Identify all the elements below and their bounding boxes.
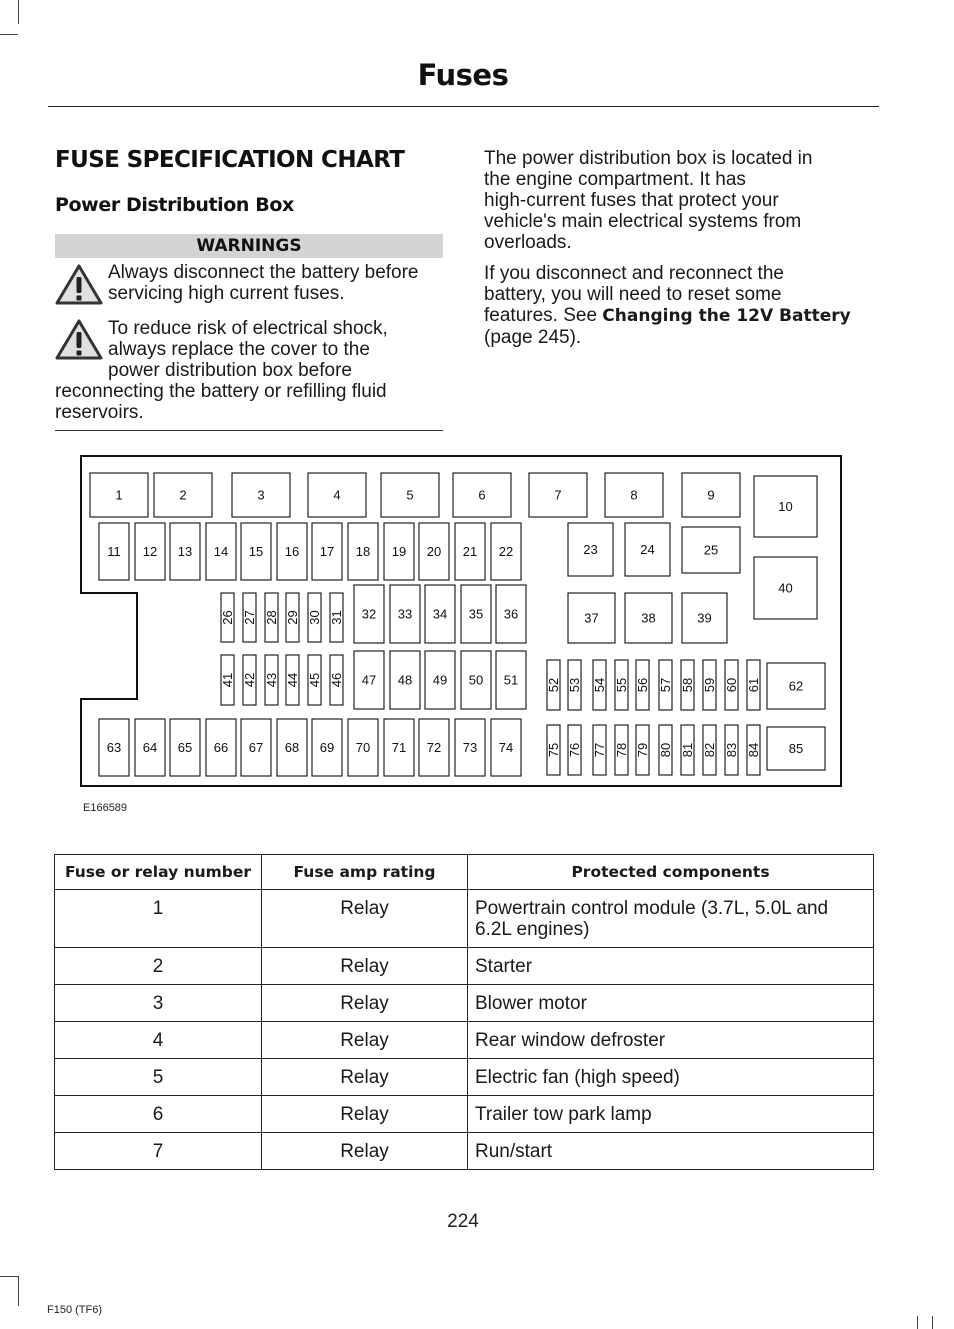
- fuse-label: 71: [391, 740, 407, 755]
- fuse-label: 50: [468, 672, 484, 688]
- fuse-slot-31: [329, 593, 344, 642]
- fuse-slot-46: [329, 655, 344, 705]
- fuse-slot-51: [496, 651, 526, 709]
- fuse-slot-72: [419, 719, 449, 776]
- fuse-label: 2: [179, 487, 187, 503]
- column-header: Fuse amp rating: [262, 855, 468, 890]
- fuse-label: 49: [432, 672, 448, 688]
- warning-triangle-icon: [54, 263, 104, 307]
- fuse-label: 67: [248, 740, 264, 755]
- amp-rating: Relay: [262, 985, 468, 1022]
- fuse-slot-40: [754, 557, 817, 619]
- fuse-slot-79: [635, 725, 650, 775]
- fuse-slot-16: [277, 523, 307, 580]
- fuse-label: 34: [432, 606, 448, 622]
- fuse-slot-12: [135, 523, 165, 580]
- amp-rating: Relay: [262, 1022, 468, 1059]
- fuse-slot-48: [390, 651, 420, 709]
- fuse-slot-60: [724, 660, 739, 710]
- amp-rating: Relay: [262, 890, 468, 948]
- fuse-slot-76: [567, 725, 582, 775]
- protected-component: Run/start: [468, 1133, 874, 1170]
- fuse-number: 5: [55, 1059, 262, 1096]
- fuse-label: 63: [106, 740, 122, 755]
- column-header: Fuse or relay number: [55, 855, 262, 890]
- fuse-label: 77: [592, 742, 607, 758]
- fuse-label: 36: [503, 606, 519, 622]
- fuse-slot-64: [135, 719, 165, 776]
- fuse-slot-21: [455, 523, 485, 580]
- fuse-label: 18: [355, 544, 371, 559]
- warning-item-continued: reconnecting the battery or refilling fluid reservoirs.: [55, 381, 387, 423]
- table-row: [55, 985, 874, 1022]
- fuse-slot-77: [592, 725, 607, 775]
- fuse-slot-34: [425, 585, 455, 643]
- warning-triangle-icon: [54, 318, 104, 362]
- fuse-label: 75: [546, 742, 561, 758]
- fuse-label: 31: [329, 610, 344, 625]
- fuse-slot-75: [546, 725, 561, 775]
- fuse-slot-74: [491, 719, 521, 776]
- fuse-slot-85: [767, 727, 825, 770]
- footer-model-code: F150 (TF6): [47, 1304, 103, 1316]
- protected-component: Blower motor: [468, 985, 874, 1022]
- fuse-slot-1: [90, 473, 148, 517]
- fuse-label: 30: [307, 610, 322, 625]
- battery-paragraph: If you disconnect and reconnect the battery, you will need to reset some features. See Changing the 12V Battery (page 245).: [484, 263, 851, 348]
- fuse-slot-42: [242, 655, 257, 705]
- fuse-label: 54: [592, 677, 607, 693]
- column-header: Protected components: [468, 855, 874, 890]
- fuse-label: 66: [213, 740, 229, 755]
- fuse-slot-19: [384, 523, 414, 580]
- fuse-label: 51: [503, 672, 519, 688]
- fuse-slot-80: [658, 725, 673, 775]
- fuse-label: 69: [319, 740, 335, 755]
- fuse-label: 47: [361, 672, 377, 688]
- fuse-label: 35: [468, 606, 484, 622]
- fuse-label: 39: [697, 610, 712, 626]
- fuse-number: 3: [55, 985, 262, 1022]
- fuse-label: 5: [406, 487, 414, 503]
- fuse-slot-53: [567, 660, 582, 710]
- fuse-label: 28: [264, 610, 279, 625]
- fuse-label: 84: [746, 742, 761, 758]
- fuse-label: 24: [640, 542, 655, 557]
- fuse-label: 6: [478, 487, 486, 503]
- fuse-label: 14: [213, 544, 229, 559]
- fuse-label: 44: [285, 672, 300, 688]
- fuse-slot-32: [354, 585, 384, 643]
- fuse-label: 16: [284, 544, 300, 559]
- fuse-slot-18: [348, 523, 378, 580]
- fuse-label: 32: [361, 606, 377, 622]
- fuse-slot-66: [206, 719, 236, 776]
- intro-paragraph: The power distribution box is located in the engine compartment. It has high-current fuses that protect your vehicle's main electrical systems from overloads.: [484, 148, 813, 253]
- fuse-slot-15: [241, 523, 271, 580]
- fuse-label: 64: [142, 740, 158, 755]
- fuse-label: 60: [724, 677, 739, 693]
- fuse-label: 3: [257, 487, 265, 503]
- fuse-slot-59: [702, 660, 717, 710]
- fuse-slot-43: [264, 655, 279, 705]
- amp-rating: Relay: [262, 1059, 468, 1096]
- fuse-box-diagram: [80, 455, 844, 789]
- fuse-slot-70: [348, 719, 378, 776]
- fuse-slot-58: [680, 660, 695, 710]
- fuse-label: 57: [658, 677, 673, 693]
- fuse-slot-20: [419, 523, 449, 580]
- fuse-number: 1: [55, 890, 262, 948]
- fuse-label: 73: [462, 740, 478, 755]
- fuse-slot-23: [568, 523, 613, 576]
- fuse-number: 7: [55, 1133, 262, 1170]
- protected-component: Starter: [468, 948, 874, 985]
- fuse-slot-2: [154, 473, 212, 517]
- fuse-slot-84: [746, 725, 761, 775]
- fuse-slot-47: [354, 651, 384, 709]
- table-row: [55, 948, 874, 985]
- fuse-slot-5: [381, 473, 439, 517]
- table-header-row: [55, 855, 874, 890]
- cross-reference-link[interactable]: Changing the 12V Battery: [602, 306, 851, 326]
- fuse-label: 42: [242, 672, 257, 688]
- section-subheading: Power Distribution Box: [55, 194, 294, 216]
- fuse-slot-67: [241, 719, 271, 776]
- fuse-label: 37: [584, 610, 599, 626]
- fuse-slot-62: [767, 663, 825, 709]
- fuse-label: 15: [248, 544, 264, 559]
- fuse-label: 8: [630, 487, 638, 503]
- table-row: [55, 1059, 874, 1096]
- fuse-label: 65: [177, 740, 193, 755]
- warnings-title: WARNINGS: [55, 234, 443, 258]
- fuse-label: 9: [707, 487, 715, 503]
- fuse-label: 72: [426, 740, 442, 755]
- fuse-label: 29: [285, 610, 300, 625]
- fuse-slot-69: [312, 719, 342, 776]
- fuse-label: 79: [635, 742, 650, 758]
- warning-item: Always disconnect the battery before servicing high current fuses.: [108, 262, 419, 304]
- fuse-slot-7: [529, 473, 587, 517]
- fuse-slot-9: [682, 473, 740, 517]
- fuse-label: 25: [703, 542, 719, 558]
- fuse-slot-33: [390, 585, 420, 643]
- fuse-label: 58: [680, 677, 695, 693]
- fuse-number: 6: [55, 1096, 262, 1133]
- fuse-label: 20: [426, 544, 442, 559]
- fuse-slot-49: [425, 651, 455, 709]
- protected-component: Electric fan (high speed): [468, 1059, 874, 1096]
- fuse-label: 22: [498, 544, 514, 559]
- fuse-slot-4: [308, 473, 366, 517]
- fuse-number: 4: [55, 1022, 262, 1059]
- fuse-label: 17: [319, 544, 335, 559]
- fuse-slot-8: [605, 473, 663, 517]
- fuse-label: 76: [567, 742, 582, 758]
- fuse-label: 40: [778, 580, 793, 596]
- fuse-slot-37: [568, 593, 615, 643]
- fuse-slot-54: [592, 660, 607, 710]
- fuse-label: 27: [242, 610, 257, 625]
- fuse-label: 52: [546, 677, 561, 693]
- fuse-slot-10: [754, 476, 817, 537]
- fuse-slot-82: [702, 725, 717, 775]
- fuse-slot-3: [232, 473, 290, 517]
- fuse-label: 74: [498, 740, 514, 755]
- fuse-number: 2: [55, 948, 262, 985]
- fuse-label: 41: [220, 672, 235, 688]
- fuse-slot-38: [625, 593, 672, 643]
- fuse-slot-44: [285, 655, 300, 705]
- fuse-label: 21: [462, 544, 478, 559]
- fuse-slot-17: [312, 523, 342, 580]
- fuse-slot-35: [461, 585, 491, 643]
- fuse-label: 4: [333, 487, 341, 503]
- protected-component: Rear window defroster: [468, 1022, 874, 1059]
- fuse-slot-56: [635, 660, 650, 710]
- section-heading: FUSE SPECIFICATION CHART: [55, 147, 405, 173]
- fuse-slot-61: [746, 660, 761, 710]
- fuse-slot-26: [220, 593, 235, 642]
- fuse-slot-25: [682, 527, 740, 573]
- fuse-slot-41: [220, 655, 235, 705]
- fuse-slot-11: [99, 523, 129, 580]
- fuse-slot-13: [170, 523, 200, 580]
- protected-component: Trailer tow park lamp: [468, 1096, 874, 1133]
- fuse-slot-63: [99, 719, 129, 776]
- fuse-label: 46: [329, 672, 344, 688]
- fuse-slot-22: [491, 523, 521, 580]
- fuse-label: 68: [284, 740, 300, 755]
- fuse-label: 43: [264, 672, 279, 688]
- page-title: Fuses: [417, 58, 509, 92]
- warnings-divider: [55, 430, 443, 431]
- fuse-label: 23: [583, 542, 598, 557]
- fuse-slot-27: [242, 593, 257, 642]
- table-row: [55, 1133, 874, 1170]
- fuse-label: 80: [658, 742, 673, 758]
- fuse-label: 11: [107, 544, 121, 559]
- fuse-label: 48: [397, 672, 413, 688]
- fuse-slot-50: [461, 651, 491, 709]
- fuse-slot-78: [614, 725, 629, 775]
- fuse-slot-14: [206, 523, 236, 580]
- fuse-slot-36: [496, 585, 526, 643]
- fuse-label: 55: [614, 677, 629, 693]
- fuse-slot-30: [307, 593, 322, 642]
- amp-rating: Relay: [262, 1133, 468, 1170]
- fuse-label: 38: [641, 610, 656, 626]
- protected-component: Powertrain control module (3.7L, 5.0L and 6.2L engines): [468, 890, 874, 948]
- title-divider: [48, 106, 879, 107]
- fuse-label: 59: [702, 677, 717, 693]
- fuse-label: 78: [614, 742, 629, 758]
- fuse-label: 61: [746, 677, 761, 693]
- fuse-label: 33: [397, 606, 413, 622]
- fuse-table: [54, 854, 874, 1170]
- fuse-slot-81: [680, 725, 695, 775]
- fuse-label: 13: [177, 544, 193, 559]
- fuse-slot-29: [285, 593, 300, 642]
- fuse-slot-45: [307, 655, 322, 705]
- fuse-label: 12: [142, 544, 158, 559]
- table-row: [55, 1022, 874, 1059]
- fuse-label: 19: [391, 544, 407, 559]
- fuse-slot-57: [658, 660, 673, 710]
- fuse-slot-6: [453, 473, 511, 517]
- fuse-slot-24: [625, 523, 670, 576]
- fuse-label: 82: [702, 742, 717, 758]
- fuse-slot-28: [264, 593, 279, 642]
- fuse-slot-83: [724, 725, 739, 775]
- fuse-label: 10: [778, 499, 793, 514]
- fuse-slot-55: [614, 660, 629, 710]
- amp-rating: Relay: [262, 948, 468, 985]
- fuse-label: 53: [567, 677, 582, 693]
- table-row: [55, 1096, 874, 1133]
- fuse-slot-39: [682, 593, 727, 643]
- fuse-slot-73: [455, 719, 485, 776]
- fuse-slot-71: [384, 719, 414, 776]
- fuse-label: 26: [220, 610, 235, 625]
- fuse-label: 81: [680, 742, 695, 758]
- table-row: [55, 890, 874, 948]
- amp-rating: Relay: [262, 1096, 468, 1133]
- fuse-label: 70: [355, 740, 371, 755]
- fuse-slot-68: [277, 719, 307, 776]
- fuse-slot-65: [170, 719, 200, 776]
- fuse-label: 45: [307, 672, 322, 688]
- fuse-label: 1: [115, 487, 123, 503]
- warning-item: To reduce risk of electrical shock, always replace the cover to the power distribution box before: [108, 318, 388, 381]
- page-number: 224: [447, 1211, 479, 1232]
- fuse-label: 56: [635, 677, 650, 693]
- fuse-label: 83: [724, 742, 739, 758]
- fuse-label: 85: [788, 741, 804, 756]
- fuse-slot-52: [546, 660, 561, 710]
- figure-id: E166589: [83, 802, 128, 814]
- fuse-label: 7: [554, 487, 562, 503]
- fuse-label: 62: [788, 678, 804, 694]
